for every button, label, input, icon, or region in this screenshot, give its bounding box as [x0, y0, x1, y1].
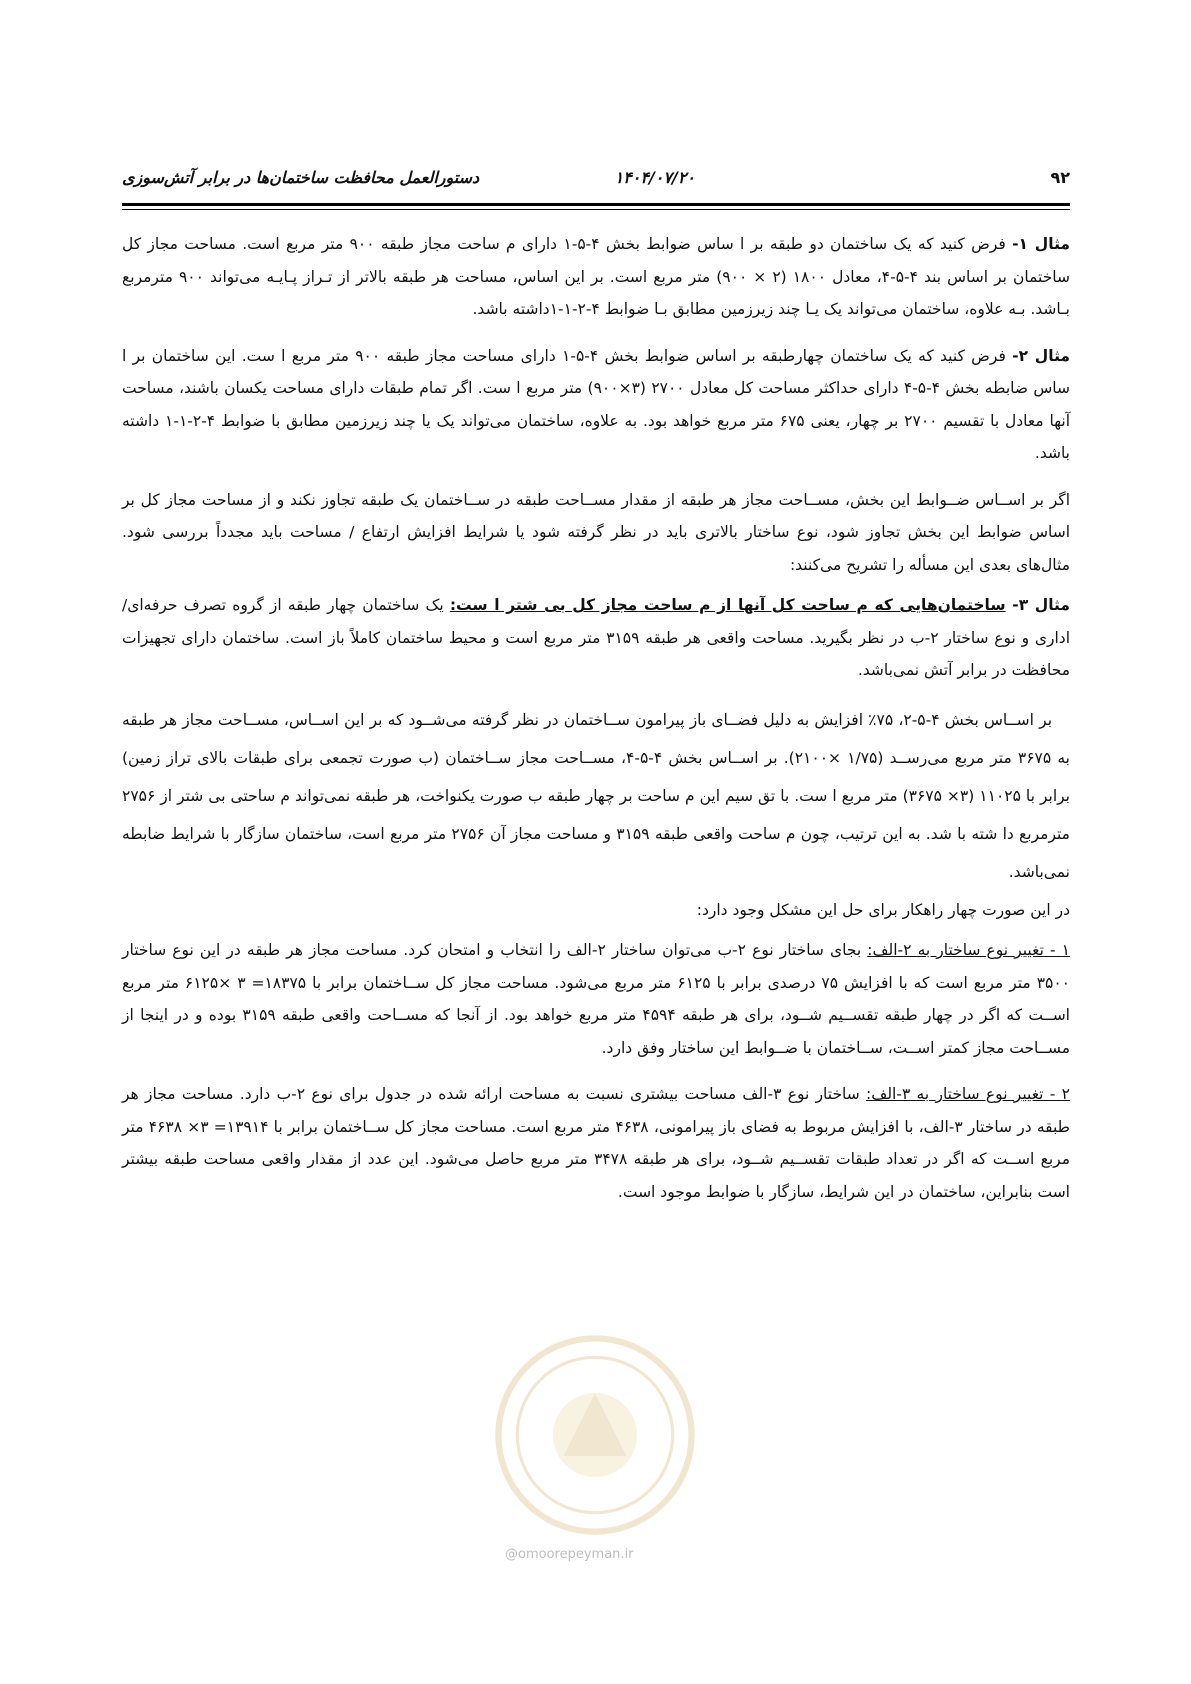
- paragraph-text: ساختار نوع ۳-الف مساحت بیشتری نسبت به مساحت ارائه شده در جدول برای نوع ۲-ب دارد. مساحت مجاز هر طبقه در ساختار ۳-الف، با افزایش مربوط به فضای باز پیرامونی، ۴۶۳۸ متر مربع است. مساحت مجاز کل ســاختمان برابر با ۱۳۹۱۴= ۳× ۴۶۳۸ متر مربع اســت که اگر در تعداد طبقات تقســیم شــود، برای هر طبقه ۳۴۷۸ متر مربع حاصل می‌شود. این عدد از مقدار واقعی مساحت طبقه بیشتر است بنابراین، ساختمان در این شرایط، سازگار با ضوابط موجود است.: [122, 1085, 1071, 1201]
- paragraph-text: فرض کنید که یک ساختمان دو طبقه بر ا ساس ضوابط بخش ۴-۵-۱ دارای م ساحت مجاز طبقه ۹۰۰ متر مربع است. مساحت مجاز کل ساختمان بر اساس بند ۴-۵-۴، معادل ۱۸۰۰ (۲ × ۹۰۰) متر مربع است. بر این اساس، مساحت هر طبقه بالاتر از تـراز پـایـه می‌تواند ۹۰۰ مترمربع بـاشد. بـه علاوه، ساختمان می‌تواند یک یـا چند زیرزمین مطابق بـا ضوابط ۴-۲-۱-۱داشته باشد.: [122, 235, 1070, 318]
- paragraph-calculation: [122, 701, 1070, 891]
- paragraph-text: فرض کنید که یک ساختمان چهارطبقه بر اساس ضوابط بخش ۴-۵-۱ دارای مساحت مجاز طبقه ۹۰۰ متر مربع ا ست. این ساختمان بر ا ساس ضابطه بخش ۴-۵-۴ دارای حداکثر مساحت کل معادل ۲۷۰۰ (۳×۹۰۰) متر مربع ا ست. اگر تمام طبقات دارای مساحت یکسان باشند، مساحت آنها معادل با تقسیم ۲۷۰۰ بر چهار، یعنی ۶۷۵ متر مربع خواهد بود. به علاوه، ساختمان می‌تواند یک یا چند زیرزمین مطابق با ضوابط ۴-۲-۱-۱ داشته باشد.: [122, 346, 1070, 462]
- paragraph-text: یک ساختمان چهار طبقه از گروه تصرف حرفه‌ای/اداری و نوع ساختار ۲-ب در نظر بگیرید. مساحت واقعی هر طبقه ۳۱۵۹ متر مربع است و محیط ساختمان کاملاً باز است. ساختمان دارای تجهیزات محافظت در برابر آتش نمی‌باشد.: [122, 596, 1070, 679]
- example-heading: ساختمان‌هایی که م ساحت کل آنها از م ساحت مجاز کل بی شتر ا ست:: [449, 596, 1006, 614]
- header-rule-thick: [122, 203, 1070, 206]
- paragraph-example-3: [122, 589, 1070, 687]
- paragraph-solution-2: [122, 1078, 1070, 1208]
- seal-logo-icon: [490, 1330, 700, 1540]
- paragraph-solution-1: [122, 934, 1070, 1064]
- solution-heading: ۲ - تغییر نوع ساختار به ۳-الف:: [866, 1085, 1070, 1103]
- paragraph-solutions-intro: [122, 894, 1070, 927]
- page-number: ۹۲: [1050, 168, 1070, 187]
- paragraph-text: اگر بر اســاس ضــوابط این بخش، مســاحت مجاز هر طبقه از مقدار مســاحت طبقه در ســاختمان یک طبقه تجاوز نکند و از مساحت مجاز کل بر اساس ضوابط این بخش تجاوز شود، نوع ساختار بالاتری باید در نظر گرفته شود یا شرایط افزایش ارتفاع / مساحت باید مجدداً بررسی شود. مثال‌های بعدی این مسأله را تشریح می‌کنند:: [122, 490, 1070, 574]
- paragraph-example-1: [122, 228, 1070, 326]
- example-label: مثال ۳-: [1005, 596, 1070, 614]
- solution-heading: ۱ - تغییر نوع ساختار به ۲-الف:: [867, 941, 1070, 959]
- page-header: [122, 168, 1070, 196]
- header-rule-thin: [122, 209, 1070, 210]
- paragraph-intro: [122, 484, 1070, 582]
- paragraph-example-2: [122, 340, 1070, 470]
- document-body: [122, 228, 1070, 1222]
- paragraph-text: در این صورت چهار راهکار برای حل این مشکل وجود دارد:: [696, 900, 1070, 919]
- example-label: مثال ۱-: [1012, 235, 1070, 253]
- paragraph-text: بجای ساختار نوع ۲-ب می‌توان ساختار ۲-الف را انتخاب و امتحان کرد. مساحت مجاز هر طبقه در این نوع ساختار ۳۵۰۰ متر مربع است که با افزایش ۷۵ درصدی برابر با ۶۱۲۵ متر مربع می‌شود. مساحت مجاز کل ســاختمان برابر با ۱۸۳۷۵= ۳ ×۶۱۲۵ متر مربع اســت که اگر در چهار طبقه تقســیم شــود، برای هر طبقه ۴۵۹۴ متر مربع خواهد بود. از آنجا که مســاحت واقعی طبقه ۳۱۵۹ بوده و در اینجا از مســاحت مجاز کمتر اســت، ســاختمان با ضــوابط این ساختار وفق دارد.: [122, 941, 1071, 1057]
- header-date: ۱۴۰۴/۰۷/۲۰: [614, 168, 695, 187]
- watermark-url: @omoorepeyman.ir: [505, 1547, 634, 1562]
- example-label: مثال ۲-: [1012, 346, 1070, 365]
- paragraph-text: بر اســاس بخش ۴-۵-۲، ۷۵٪ افزایش به دلیل فضــای باز پیرامون ســاختمان در نظر گرفته می‌شــود که بر این اســاس، مســاحت مجاز هر طبقه به ۳۶۷۵ متر مربع می‌رســد (۱/۷۵ ×۲۱۰۰). بر اســاس بخش ۴-۵-۴، مســاحت مجاز ســاختمان (ب صورت تجمعی برای طبقات بالای تراز زمین) برابر با ۱۱۰۲۵ (۳× ۳۶۷۵) متر مربع ا ست. با تق سیم این م ساحت بر چهار طبقه ب صورت یکنواخت، هر طبقه نمی‌تواند م ساحتی بی شتر از ۲۷۵۶ مترمربع دا شته با شد. به این ترتیب، چون م ساحت واقعی طبقه ۳۱۵۹ و مساحت مجاز آن ۲۷۵۶ متر مربع است، ساختمان سازگار با شرایط ضابطه نمی‌باشد.: [122, 710, 1070, 881]
- header-title: دستورالعمل محافظت ساختمان‌ها در برابر آتش‌سوزی: [122, 168, 480, 187]
